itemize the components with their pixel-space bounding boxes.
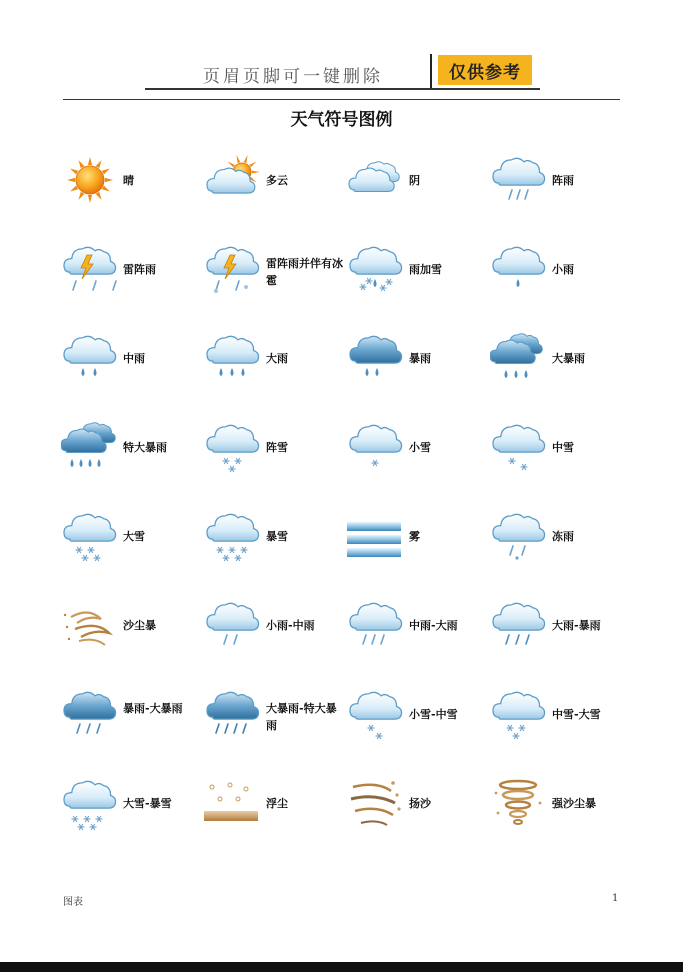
- legend-grid: [61, 150, 633, 862]
- thunderstorm-icon: [61, 241, 119, 297]
- legend-item: [204, 595, 347, 684]
- legend-item: [204, 773, 347, 862]
- top-rule: [63, 99, 620, 100]
- legend-item: [347, 595, 490, 684]
- legend-item: [490, 150, 633, 239]
- legend-item: [61, 684, 204, 773]
- legend-item: [347, 773, 490, 862]
- legend-label: 大雨: [266, 352, 288, 365]
- legend-label: 暴雨-大暴雨: [123, 702, 183, 715]
- bottom-bar: [0, 962, 683, 972]
- snow-shower-icon: [204, 419, 262, 475]
- heavy-rainstorm-icon: [490, 330, 548, 386]
- legend-item: [490, 773, 633, 862]
- footer-label: 图表: [63, 897, 83, 908]
- heavy-snow-icon: [61, 508, 119, 564]
- legend-item: [490, 684, 633, 773]
- overcast-icon: [347, 152, 405, 208]
- legend-item: [204, 239, 347, 328]
- floating-dust-icon: [204, 775, 262, 831]
- legend-item: [61, 773, 204, 862]
- light-to-moderate-rain-icon: [204, 597, 262, 653]
- moderate-snow-icon: [490, 419, 548, 475]
- legend-label: 小雨: [552, 263, 574, 276]
- sun-icon: [61, 152, 119, 208]
- legend-item: [61, 417, 204, 506]
- legend-label: 中雨-大雨: [409, 619, 458, 632]
- legend-label: 晴: [123, 174, 134, 187]
- legend-label: 中雪: [552, 441, 574, 454]
- legend-label: 阵雨: [552, 174, 574, 187]
- legend-label: 雷阵雨: [123, 263, 156, 276]
- legend-item: [204, 417, 347, 506]
- legend-label: 大雪-暴雪: [123, 797, 172, 810]
- legend-label: 强沙尘暴: [552, 797, 596, 810]
- blowing-sand-icon: [347, 775, 405, 831]
- legend-item: [347, 417, 490, 506]
- light-rain-icon: [490, 241, 548, 297]
- legend-label: 大暴雨-特大暴雨: [266, 702, 337, 732]
- page-title: 天气符号图例: [290, 110, 393, 130]
- legend-label: 冻雨: [552, 530, 574, 543]
- reference-badge: 仅供参考: [438, 55, 532, 85]
- legend-label: 大雨-暴雨: [552, 619, 601, 632]
- legend-item: [347, 684, 490, 773]
- legend-label: 雨加雪: [409, 263, 442, 276]
- legend-item: [61, 595, 204, 684]
- rainstorm-icon: [347, 330, 405, 386]
- heavy-rain-icon: [204, 330, 262, 386]
- heavy-snow-to-blizzard-icon: [61, 775, 119, 831]
- legend-item: [61, 150, 204, 239]
- cloudy-icon: [204, 152, 262, 208]
- legend-item: [61, 506, 204, 595]
- legend-label: 浮尘: [266, 797, 288, 810]
- page-number: 1: [612, 893, 619, 904]
- legend-label: 大雪: [123, 530, 145, 543]
- legend-item: [490, 328, 633, 417]
- thunderstorm-hail-icon: [204, 241, 262, 297]
- legend-item: [204, 150, 347, 239]
- header-underline: [145, 88, 540, 90]
- sleet-icon: [347, 241, 405, 297]
- legend-item: [490, 239, 633, 328]
- legend-label: 暴雨: [409, 352, 431, 365]
- legend-label: 雾: [409, 530, 420, 543]
- legend-item: [204, 328, 347, 417]
- legend-item: [490, 595, 633, 684]
- legend-label: 扬沙: [409, 797, 431, 810]
- legend-label: 雷阵雨并伴有冰雹: [266, 257, 343, 287]
- legend-label: 多云: [266, 174, 288, 187]
- fog-icon: [347, 508, 405, 564]
- legend-item: [61, 239, 204, 328]
- legend-label: 特大暴雨: [123, 441, 167, 454]
- moderate-to-heavy-snow-icon: [490, 686, 548, 742]
- shower-icon: [490, 152, 548, 208]
- freezing-rain-icon: [490, 508, 548, 564]
- sandstorm-icon: [61, 597, 119, 653]
- moderate-rain-icon: [61, 330, 119, 386]
- legend-label: 大暴雨: [552, 352, 585, 365]
- legend-item: [204, 506, 347, 595]
- legend-label: 中雪-大雪: [552, 708, 601, 721]
- legend-item: [490, 506, 633, 595]
- header-separator: [430, 54, 432, 90]
- heavy-rain-to-rainstorm-icon: [490, 597, 548, 653]
- legend-label: 小雨-中雨: [266, 619, 315, 632]
- legend-item: [490, 417, 633, 506]
- legend-label: 沙尘暴: [123, 619, 156, 632]
- heavy-to-extreme-rainstorm-icon: [204, 686, 262, 742]
- legend-label: 阵雪: [266, 441, 288, 454]
- legend-item: [347, 328, 490, 417]
- light-snow-icon: [347, 419, 405, 475]
- legend-label: 中雨: [123, 352, 145, 365]
- legend-item: [61, 328, 204, 417]
- legend-item: [347, 150, 490, 239]
- extreme-rainstorm-icon: [61, 419, 119, 475]
- legend-item: [347, 506, 490, 595]
- light-to-moderate-snow-icon: [347, 686, 405, 742]
- page-header: [145, 52, 540, 90]
- legend-label: 小雪-中雪: [409, 708, 458, 721]
- rainstorm-to-heavy-rainstorm-icon: [61, 686, 119, 742]
- legend-item: [204, 684, 347, 773]
- legend-label: 阴: [409, 174, 420, 187]
- legend-label: 暴雪: [266, 530, 288, 543]
- severe-sandstorm-icon: [490, 775, 548, 831]
- legend-item: [347, 239, 490, 328]
- blizzard-icon: [204, 508, 262, 564]
- legend-label: 小雪: [409, 441, 431, 454]
- moderate-to-heavy-rain-icon: [347, 597, 405, 653]
- header-text: 页眉页脚可一键删除: [203, 67, 383, 87]
